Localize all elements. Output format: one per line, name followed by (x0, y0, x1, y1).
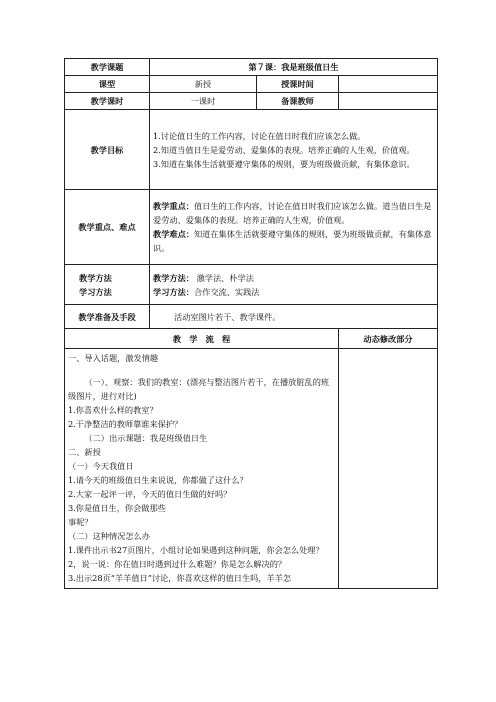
flow-line: 1.请今天的班级值日生来说说，你都做了这什么？ (68, 475, 248, 485)
topic-label: 教学课题 (65, 59, 150, 76)
flow-line: 1.课件出示书27页图片，小组讨论如果遇到这种问题，你会怎么处理？ (68, 545, 324, 555)
prep-label: 教学准备及手段 (65, 305, 150, 329)
teacher-value (339, 93, 438, 110)
flow-line: 1.你喜欢什么样的教室？ (68, 405, 158, 415)
type-row (65, 76, 438, 93)
teach-method-label: 教学方法： (153, 272, 194, 283)
teach-method (153, 271, 434, 285)
flow-process (65, 349, 339, 589)
flow-line: 一、导入话题，激发情趣 (68, 353, 159, 363)
flow-line: （二）出示课题：我是班级值日生 (84, 433, 208, 443)
difficult-point-paragraph (153, 227, 434, 255)
hours-value: 一课时 (150, 93, 257, 110)
time-value (339, 76, 438, 93)
flow-line: 3.出示28页“羊羊值日”讨论，你喜欢这样的值日生吗，羊羊怎 (68, 573, 292, 583)
goal-item-2: 2.知道当值日生是爱劳动、爱集体的表现。培养正确的人生观，价值观。 (153, 144, 415, 155)
teacher-label: 备课教师 (257, 93, 339, 110)
keypoints-label: 教学重点、难点 (65, 190, 150, 265)
goal-item-3: 3.知道在集体生活就要遵守集体的规则，要为班级做贡献，有集体意识。 (153, 158, 415, 169)
hours-row (65, 93, 438, 110)
methods-content (150, 265, 438, 305)
flow-title: 教 学 流 程 (65, 329, 339, 349)
time-label: 授课时间 (257, 76, 339, 93)
type-value: 新授 (150, 76, 257, 93)
flow-line: （二）这种情况怎么办 (68, 531, 150, 541)
learn-method-label: 学习方法： (153, 286, 194, 297)
key-point-text: 值日生的工作内容，讨论在值日时我们应该怎么做。道当值日生是爱劳动、爱集体的表现。培养正确的人生观，价值观。 (153, 201, 432, 225)
prep-value: 活动室图片若干、教学课件。 (150, 305, 438, 329)
flow-line: 3.你是值日生，你会做那些 (68, 503, 166, 513)
methods-label (65, 265, 150, 305)
flow-line: （一）、观察：我们的教室：(漂亮与整洁图片若干，在播放脏乱的班级图片，进行对比) (68, 377, 330, 401)
topic-value: 第７课：我是班级值日生 (150, 59, 438, 76)
prep-row (65, 305, 438, 329)
key-point-label: 教学重点： (153, 201, 194, 211)
goals-label: 教学目标 (65, 110, 150, 190)
flow-line: 二、新授 (68, 447, 101, 457)
teach-method-text: 激学法、朴学法 (196, 272, 254, 283)
methods-row (65, 265, 438, 305)
goals-row (65, 110, 438, 190)
key-point-paragraph (153, 199, 434, 227)
lesson-plan-table (64, 58, 438, 589)
flow-line (68, 365, 335, 375)
flow-body-row (65, 349, 438, 589)
topic-row (65, 59, 438, 76)
methods-label-learn: 学习方法 (79, 286, 112, 297)
flow-line: 事呢？ (68, 517, 93, 527)
flow-line: 2.干净整洁的教师靠谁来保护？ (68, 419, 183, 429)
flow-line: 2，说一说：你在值日时遇到过什么难题？你是怎么解决的？ (68, 559, 287, 569)
flow-side-cell (339, 349, 438, 589)
flow-line: 2.大家一起评一评，今天的值日生做的好吗？ (68, 489, 232, 499)
goal-item-1: 1.讨论值日生的工作内容，讨论在值日时我们应该怎么做。 (153, 130, 366, 141)
keypoints-content (150, 190, 438, 265)
flow-line: （一）今天我值日 (68, 461, 134, 471)
learn-method (153, 285, 434, 299)
goals-content (150, 110, 438, 190)
flow-header-row (65, 329, 438, 349)
learn-method-text: 合作交流、实践法 (193, 286, 260, 297)
difficult-point-text: 知道在集体生活就要遵守集体的规则，要为班级做贡献，有集体意识。 (153, 229, 432, 253)
keypoints-row (65, 190, 438, 265)
type-label: 课型 (65, 76, 150, 93)
flow-side-title: 动态修改部分 (339, 329, 438, 349)
methods-label-teach: 教学方法 (79, 272, 112, 283)
difficult-point-label: 教学难点： (153, 229, 194, 239)
hours-label: 教学课时 (65, 93, 150, 110)
